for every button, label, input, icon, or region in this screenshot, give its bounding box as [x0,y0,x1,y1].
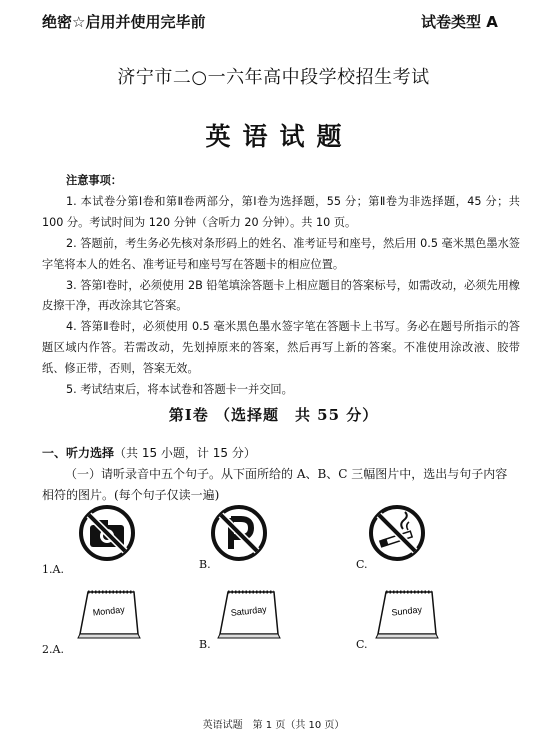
question-number: 2. [42,643,53,656]
notes-block [42,171,520,401]
calendar-day-label: Monday [92,604,126,618]
no-camera-sign-icon [78,504,136,562]
no-parking-sign-icon [210,504,268,562]
calendar-day-label: Saturday [230,604,268,618]
note-item-3: 3. 答第Ⅰ卷时，必须使用 2B 铅笔填涂答题卡上相应题目的答案标号，如需改动，必须先用橡皮擦干净，再改涂其它答案。 [42,278,520,313]
note-item-1: 1. 本试卷分第Ⅰ卷和第Ⅱ卷两部分，第Ⅰ卷为选择题，55 分；第Ⅱ卷为非选择题，45 分；共 100 分。考试时间为 120 分钟（含听力 20 分钟）。共 10 页。 [42,194,520,229]
subject-title: 英语试题 [205,122,354,151]
desk-calendar-sunday [374,588,440,642]
exam-title: 济宁市二○一六年高中段学校招生考试 [117,67,430,88]
option-b-label: B. [199,638,211,651]
section1-title [42,444,256,461]
section1-instruction: （一）请听录音中五个句子。从下面所给的 A、B、C 三幅图片中，选出与句子内容相符的图片。(每个句子仅读一遍) [42,467,508,502]
option-c-label: C. [356,638,368,651]
calendar-day-label: Sunday [390,604,423,618]
notes-heading: 注意事项： [66,174,122,187]
part1-title: 第Ⅰ卷 （选择题 共 55 分） [168,406,379,424]
confidential-label: 绝密☆启用并使用完毕前 [42,13,206,31]
option-b-label: B. [199,558,211,571]
question-1-number [42,558,64,577]
paper-type-label: 试卷类型 A [421,13,498,31]
section1-name: 一、听力选择 [42,446,115,460]
note-item-4: 4. 答第Ⅱ卷时，必须使用 0.5 毫米黑色墨水签字笔在答题卡上书写。务必在题号所指示的答题区域内作答。若需改动，先划掉原来的答案，然后再写上新的答案。不准使用涂改液、胶带纸、修正带，否则，答案无效。 [42,320,520,376]
page-footer: 英语试题 第 1 页（共 10 页） [202,720,345,731]
note-item-2: 2. 答题前，考生务必先核对条形码上的姓名、准考证号和座号，然后用 0.5 毫米黑色墨水签字笔将本人的姓名、准考证号和座号写在答题卡的相应位置。 [42,236,520,271]
desk-calendar-monday [76,588,142,642]
question-number: 1. [42,563,53,576]
desk-calendar-saturday [216,588,282,642]
no-smoking-sign-icon [367,503,427,563]
question-2-number [42,638,64,657]
note-item-5: 5. 考试结束后，将本试卷和答题卡一并交回。 [66,383,293,397]
option-a-label: A. [52,643,64,656]
section1-detail: （共 15 小题，计 15 分） [114,446,256,460]
option-c-label: C. [356,558,368,571]
option-a-label: A. [52,563,64,576]
